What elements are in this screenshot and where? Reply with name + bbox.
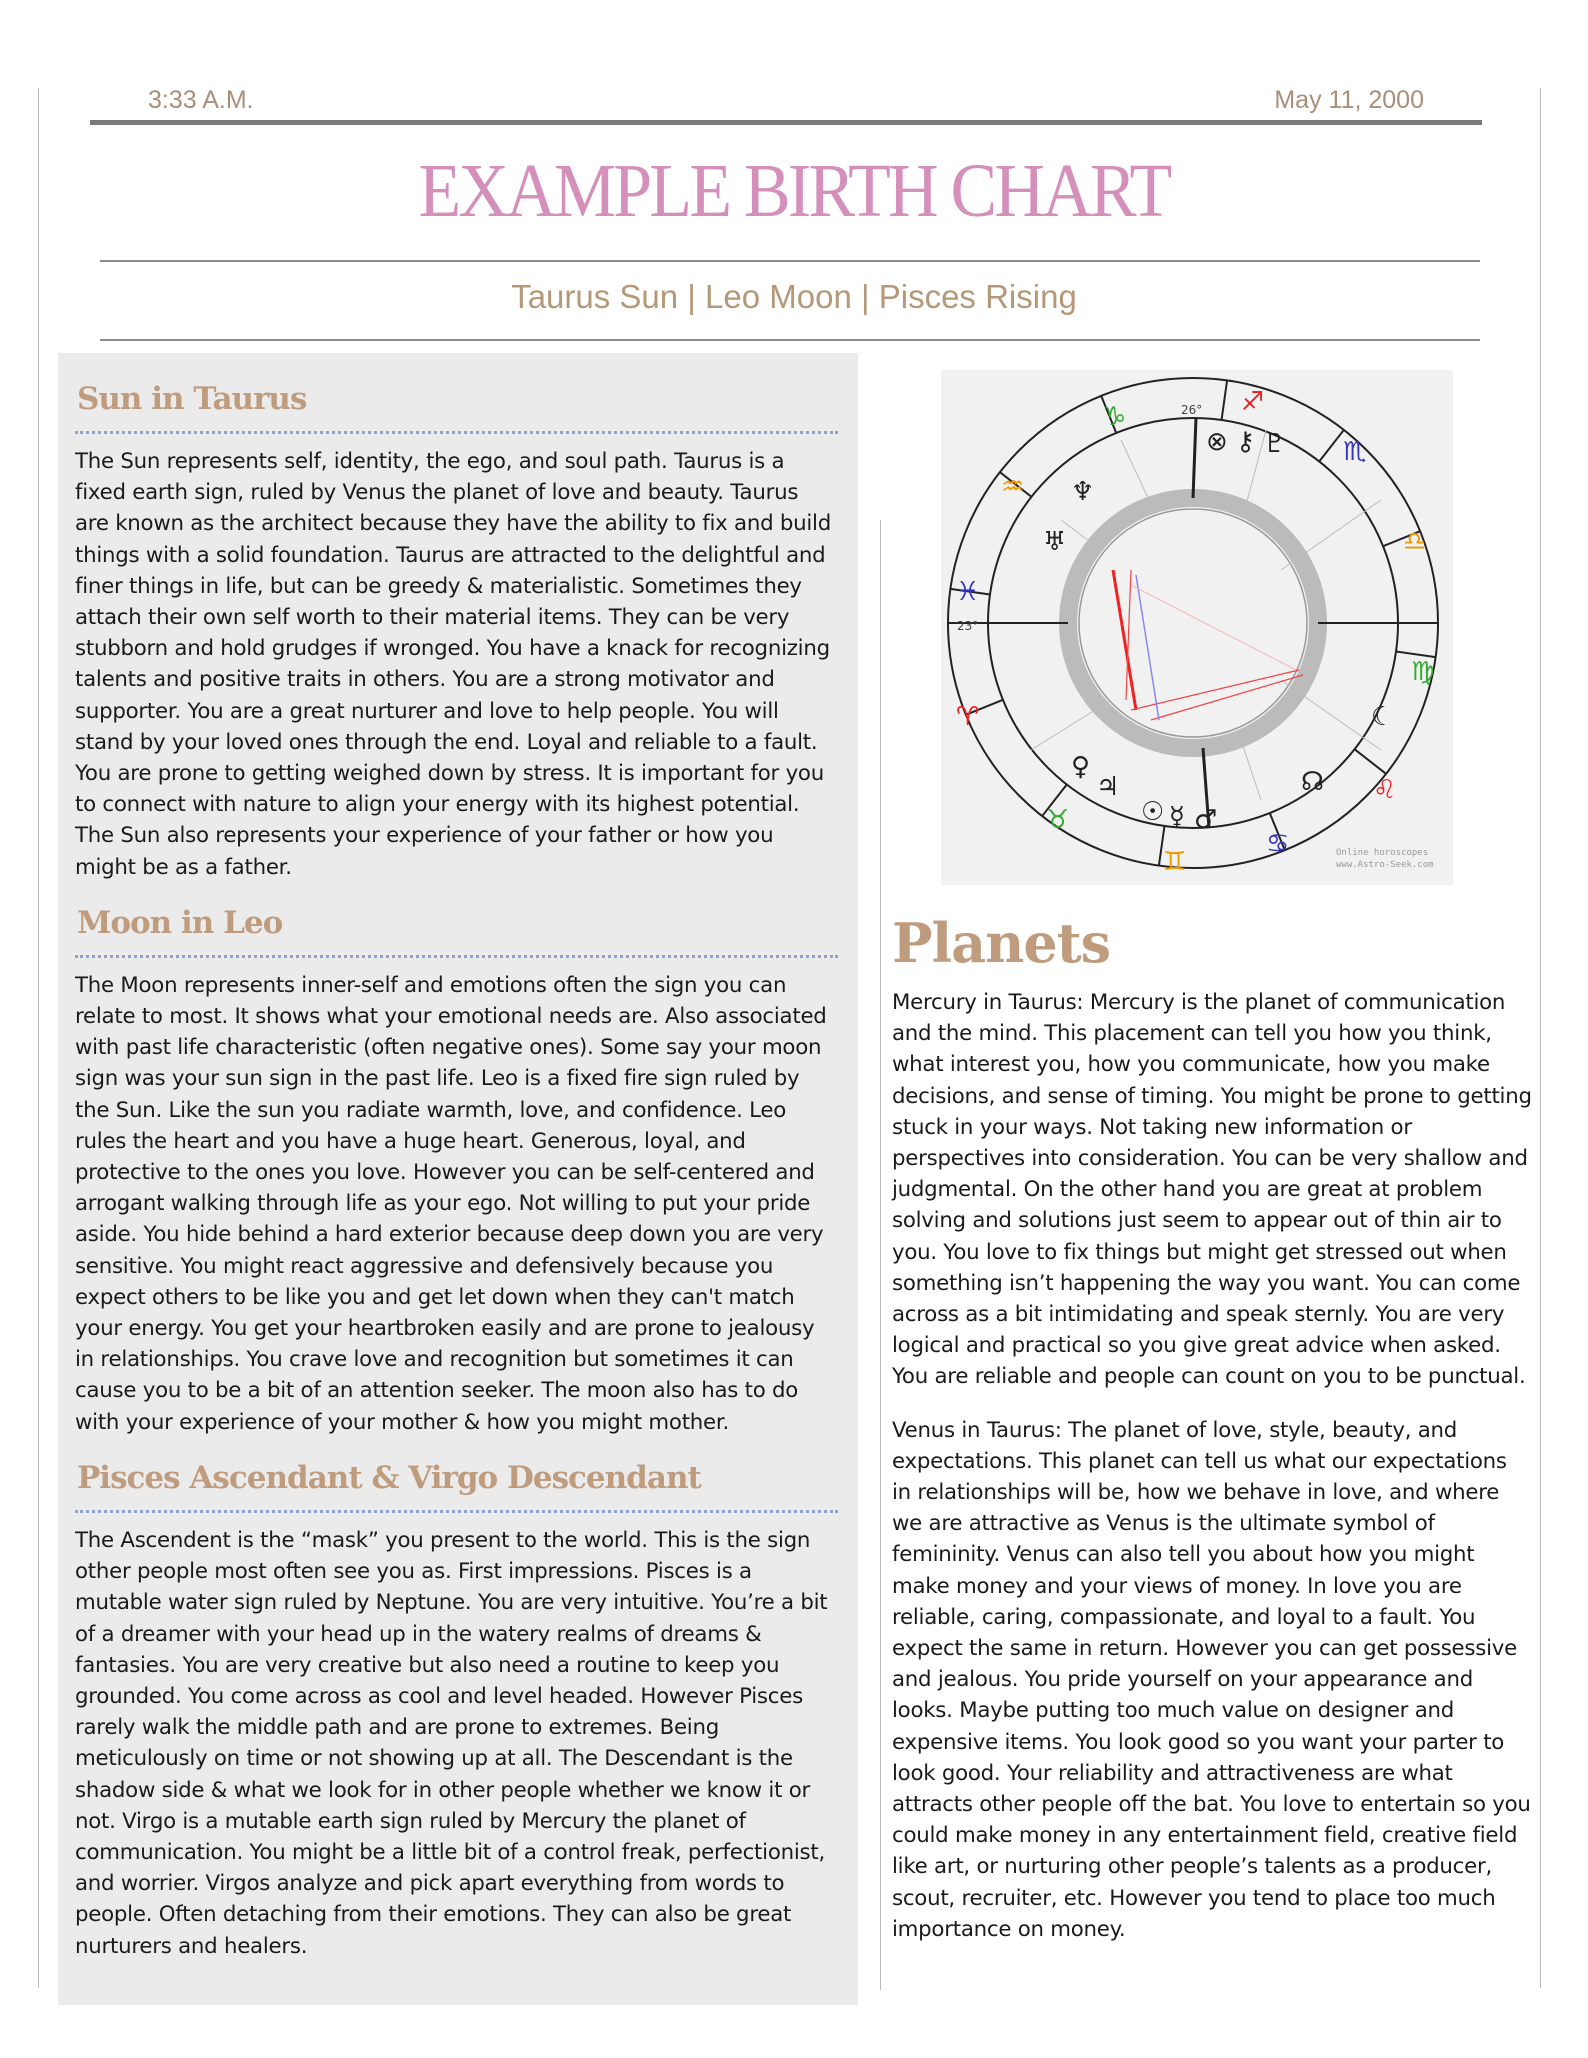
page-title: EXAMPLE BIRTH CHART xyxy=(418,149,1170,233)
chart-credit-1: Online horoscopes xyxy=(1336,848,1429,858)
chart-credit-2: www.Astro-Seek.com xyxy=(1336,860,1434,870)
svg-text:♌: ♌ xyxy=(1373,775,1397,805)
natal-chart-wheel xyxy=(941,370,1453,885)
birth-time: 3:33 A.M. xyxy=(148,86,254,114)
dotted-divider xyxy=(75,955,838,958)
planets-column xyxy=(892,370,1532,1967)
section-moon xyxy=(75,905,838,1438)
svg-text:♎: ♎ xyxy=(1403,527,1427,557)
svg-text:♊: ♊ xyxy=(1163,847,1187,877)
svg-text:♆: ♆ xyxy=(1071,477,1095,507)
birth-date: May 11, 2000 xyxy=(1274,86,1424,114)
section-body: The Sun represents self, identity, the ego, and soul path. Taurus is a fixed earth sign, ruled by Venus the planet of love and beauty. Taurus are known as the architect because they have the ability to fix and build things with a solid foundation. Taurus are attracted to the delightful and finer things in life, but can be greedy & materialistic. Sometimes they attach their own self worth to their material items. They can be very stubborn and hold grudges if wronged. You have a knack for recognizing talents and positive traits in others. You are a strong motivator and supporter. You are a great nurturer and love to help people. You will stand by your loved ones through the end. Loyal and reliable to a fault. You are prone to getting weighed down by stress. It is important for you to connect with nature to align your energy with its highest potential. The Sun also represents your experience of your father or how you might be as a father. xyxy=(75,449,831,880)
zodiac-divider xyxy=(1222,380,1228,420)
planets-heading: Planets xyxy=(892,911,1111,975)
svg-text:☿: ☿ xyxy=(1169,802,1185,832)
svg-text:♒: ♒ xyxy=(1001,472,1025,502)
page-border-left xyxy=(38,88,39,1988)
svg-text:♃: ♃ xyxy=(1096,772,1120,802)
svg-text:☊: ☊ xyxy=(1301,767,1325,797)
zodiac-divider xyxy=(1355,749,1387,774)
dotted-divider xyxy=(75,1510,838,1513)
planet-paragraph-mercury: Mercury in Taurus: Mercury is the planet of communication and the mind. This placement can tell you how you think, what interest you, how you communicate, how you make decisions, and sense of timing. You might be prone to getting stuck in your ways. Not taking new information or perspectives into consideration. You can be very shallow and judgmental. On the other hand you are great at problem solving and solutions just seem to appear out of thin air to you. You love to fix things but might get stressed out when something isn’t happening the way you want. You can come across as a bit intimidating and speak sternly. You are very logical and practical so you give great advice when asked. You are reliable and people can count on you to be punctual. xyxy=(892,990,1532,1390)
column-divider xyxy=(880,520,881,1990)
svg-text:♋: ♋ xyxy=(1266,829,1290,859)
svg-text:♇: ♇ xyxy=(1263,429,1287,459)
page-border-right xyxy=(1540,88,1541,1988)
svg-text:⚷: ⚷ xyxy=(1236,427,1256,457)
svg-text:♈: ♈ xyxy=(956,702,980,732)
svg-text:☾: ☾ xyxy=(1371,702,1395,732)
planet-paragraph-venus: Venus in Taurus: The planet of love, style, beauty, and expectations. This planet can tell us what our expectations in relationships will be, how we behave in love, and where we are attractive as Venus is the ultimate symbol of femininity. Venus can also tell you about how you might make money and your views of money. In love you are reliable, caring, compassionate, and loyal to a fault. You expect the same in return. However you can get possessive and jealous. You pride yourself on your appearance and looks. Maybe putting too much value on designer and expensive items. You look good so you want your parter to look good. Your reliability and attractiveness are what attracts other people off the bat. You love to entertain so you could make money in any entertainment field, creative field like art, or nurturing other people’s talents as a producer, scout, recruiter, etc. However you tend to place too much importance on money. xyxy=(892,1417,1531,1942)
section-heading: Pisces Ascendant & Virgo Descendant xyxy=(77,1459,701,1496)
svg-text:♑: ♑ xyxy=(1103,402,1127,432)
signs-panel xyxy=(58,353,858,2005)
section-body: The Moon represents inner-self and emotions often the sign you can relate to most. It shows what your emotional needs are. Also associated with past life characteristic (often negative ones). Some say your moon sign was your sun sign in the past life. Leo is a fixed fire sign ruled by the Sun. Like the sun you radiate warmth, love, and confidence. Leo rules the heart and you have a huge heart. Generous, loyal, and protective to the ones you love. However you can be self-centered and arrogant walking through life as your ego. Not willing to put your pride aside. You hide behind a hard exterior because deep down you are very sensitive. You might react aggressive and defensively because you expect others to be like you and get let down when they can't match your energy. You get your heartbroken easily and are prone to jealousy in relationships. You crave love and recognition but sometimes it can cause you to be a bit of an attention seeker. The moon also has to do with your experience of your mother & how you might mother. xyxy=(75,972,827,1435)
svg-text:♀: ♀ xyxy=(1071,752,1091,782)
svg-text:♏: ♏ xyxy=(1343,437,1367,467)
svg-text:⊗: ⊗ xyxy=(1206,427,1228,457)
subtitle: Taurus Sun | Leo Moon | Pisces Rising xyxy=(511,278,1077,315)
svg-text:♅: ♅ xyxy=(1043,527,1067,557)
header-rule xyxy=(90,120,1482,125)
zodiac-divider xyxy=(1319,430,1344,462)
section-heading: Moon in Leo xyxy=(77,904,283,941)
section-ascendant xyxy=(75,1460,838,1962)
svg-text:♉: ♉ xyxy=(1046,805,1070,835)
title-rule xyxy=(100,260,1480,262)
svg-text:♍: ♍ xyxy=(1411,657,1435,687)
dotted-divider xyxy=(75,431,838,434)
svg-text:☉: ☉ xyxy=(1141,797,1165,827)
mc-degree: 26° xyxy=(1181,403,1203,417)
svg-text:♐: ♐ xyxy=(1241,387,1265,417)
section-sun xyxy=(75,381,838,883)
subtitle-rule xyxy=(100,339,1480,341)
svg-text:♂: ♂ xyxy=(1194,805,1218,835)
svg-text:♓: ♓ xyxy=(956,577,980,607)
section-heading: Sun in Taurus xyxy=(77,381,307,417)
asc-degree: 23° xyxy=(957,619,979,633)
section-body: The Ascendent is the “mask” you present to the world. This is the sign other people most often see you as. First impressions. Pisces is a mutable water sign ruled by Neptune. You are very intuitive. You’re a bit of a dreamer with your head up in the watery realms of dreams & fantasies. You are very creative but also need a routine to keep you grounded. You come across as cool and level headed. However Pisces rarely walk the middle path and are prone to extremes. Being meticulously on time or not showing up at all. The Descendant is the shadow side & what we look for in other people whether we know it or not. Virgo is a mutable earth sign ruled by Mercury the planet of communication. You might be a little bit of a control freak, perfectionist, and worrier. Virgos analyze and pick apart everything from words to people. Often detaching from their emotions. They can also be great nurturers and healers. xyxy=(75,1527,828,1959)
